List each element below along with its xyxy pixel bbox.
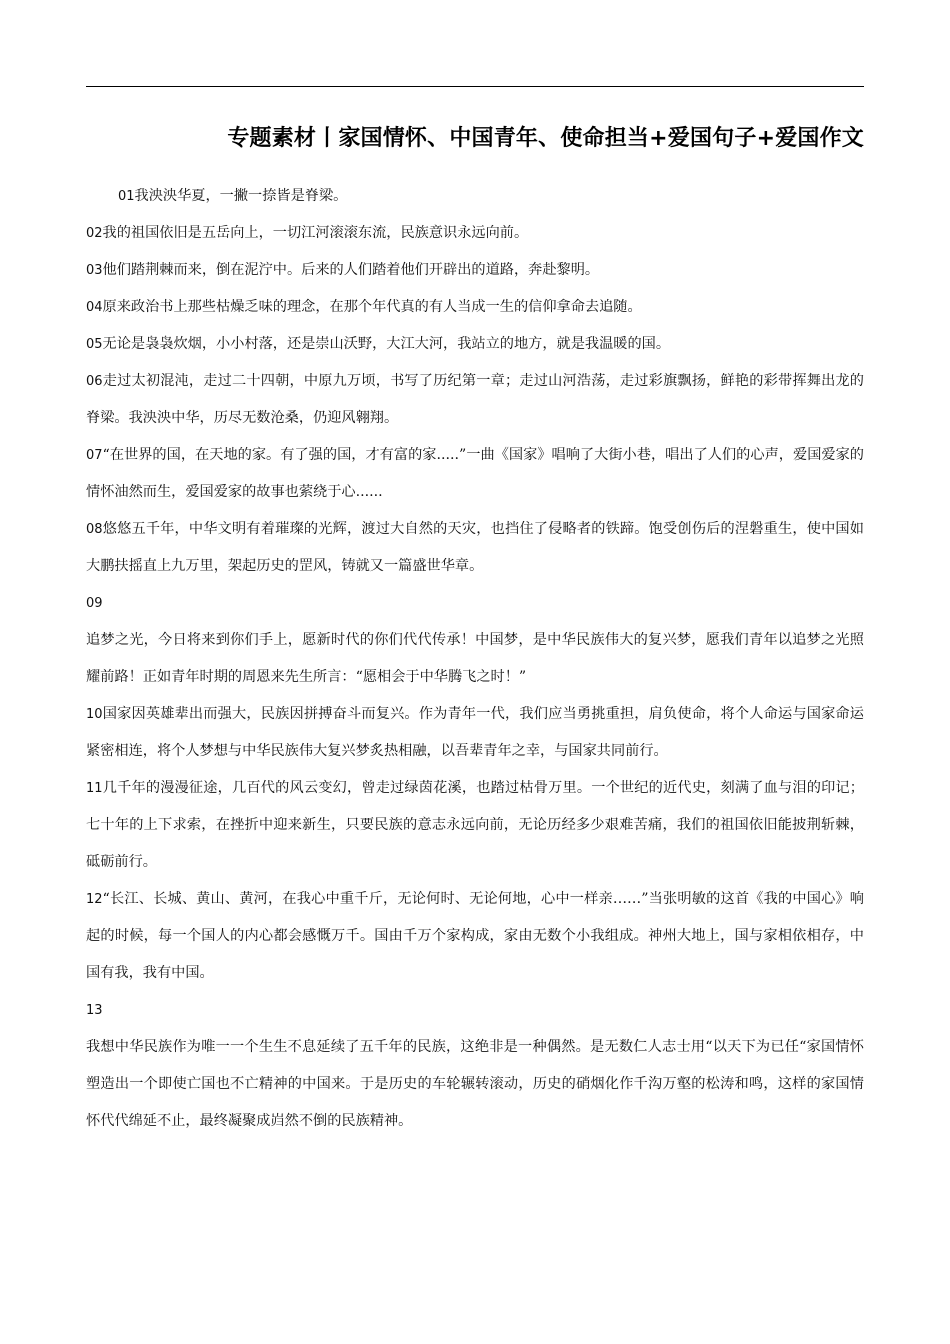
paragraph-number: 01 <box>118 189 135 204</box>
paragraph-text: “在世界的国，在天地的家。有了强的国，才有富的家.....”一曲《国家》唱响了大街小巷，唱出了人们的心声，爱国爱家的情怀油然而生，爱国爱家的故事也萦绕于心...... <box>86 447 864 500</box>
paragraph-text: 我的祖国依旧是五岳向上，一切江河滚滚东流，民族意识永远向前。 <box>102 225 529 241</box>
paragraph-07 <box>86 437 864 511</box>
paragraph-13 <box>86 1029 864 1140</box>
paragraph-10 <box>86 696 864 770</box>
header-rule <box>86 86 864 87</box>
paragraph-06 <box>86 363 864 437</box>
paragraph-number: 09 <box>86 596 103 611</box>
paragraph-number: 08 <box>86 522 103 537</box>
paragraph-text: “长江、长城、黄山、黄河，在我心中重千斤，无论何时、无论何地，心中一样亲……”当张明敏的这首《我的中国心》响起的时候，每一个国人的内心都会感慨万千。国由千万个家构成，家由无数个小我组成。神州大地上，国与家相依相存，中国有我，我有中国。 <box>86 891 864 981</box>
paragraph-text: 追梦之光，今日将来到你们手上，愿新时代的你们代代传承！中国梦，是中华民族伟大的复兴梦，愿我们青年以追梦之光照耀前路！正如青年时期的周恩来先生所言：“愿相会于中华腾飞之时！” <box>86 632 864 685</box>
document-body <box>86 178 864 1140</box>
paragraph-text: 我泱泱华夏，一撇一捺皆是脊梁。 <box>134 188 348 204</box>
paragraph-02 <box>86 215 864 252</box>
paragraph-text: 他们踏荆棘而来，倒在泥泞中。后来的人们踏着他们开辟出的道路，奔赴黎明。 <box>102 262 600 278</box>
paragraph-11 <box>86 770 864 881</box>
paragraph-03 <box>86 252 864 289</box>
paragraph-number: 13 <box>86 1003 103 1018</box>
paragraph-text: 国家因英雄辈出而强大，民族因拼搏奋斗而复兴。作为青年一代，我们应当勇挑重担，肩负使命，将个人命运与国家命运紧密相连，将个人梦想与中华民族伟大复兴梦炙热相融，以吾辈青年之幸，与国家共同前行。 <box>86 706 864 759</box>
paragraph-number: 06 <box>86 374 103 389</box>
paragraph-number: 03 <box>86 263 103 278</box>
paragraph-number: 11 <box>86 781 103 796</box>
paragraph-number: 02 <box>86 226 103 241</box>
paragraph-09 <box>86 622 864 696</box>
paragraph-05 <box>86 326 864 363</box>
paragraph-13-number <box>86 992 864 1029</box>
paragraph-text: 原来政治书上那些枯燥乏味的理念，在那个年代真的有人当成一生的信仰拿命去追随。 <box>102 299 642 315</box>
paragraph-09-number <box>86 585 864 622</box>
paragraph-text: 无论是袅袅炊烟，小小村落，还是崇山沃野，大江大河，我站立的地方，就是我温暖的国。 <box>102 336 671 352</box>
paragraph-01 <box>86 178 864 215</box>
paragraph-number: 05 <box>86 337 103 352</box>
paragraph-04 <box>86 289 864 326</box>
paragraph-text: 几千年的漫漫征途，几百代的风云变幻，曾走过绿茵花溪，也踏过枯骨万里。一个世纪的近代史，刻满了血与泪的印记；七十年的上下求索，在挫折中迎来新生，只要民族的意志永远向前，无论历经多少艰难苦痛，我们的祖国依旧能披荆斩棘，砥砺前行。 <box>86 780 864 870</box>
paragraph-number: 04 <box>86 300 103 315</box>
paragraph-12 <box>86 881 864 992</box>
paragraph-08 <box>86 511 864 585</box>
paragraph-number: 12 <box>86 892 103 907</box>
paragraph-text: 走过太初混沌，走过二十四朝，中原九万顷，书写了历纪第一章；走过山河浩荡，走过彩旗飘扬，鲜艳的彩带挥舞出龙的脊梁。我泱泱中华，历尽无数沧桑，仍迎风翱翔。 <box>86 373 864 426</box>
paragraph-text: 悠悠五千年，中华文明有着璀璨的光辉，渡过大自然的天灾，也挡住了侵略者的铁蹄。饱受创伤后的涅磐重生，使中国如大鹏扶摇直上九万里，架起历史的罡风，铸就又一篇盛世华章。 <box>86 521 864 574</box>
paragraph-number: 07 <box>86 448 103 463</box>
paragraph-number: 10 <box>86 707 103 722</box>
paragraph-text: 我想中华民族作为唯一一个生生不息延续了五千年的民族，这绝非是一种偶然。是无数仁人志士用“以天下为已任“家国情怀塑造出一个即使亡国也不亡精神的中国来。于是历史的车轮辗转滚动，历史的硝烟化作千沟万壑的松涛和鸣，这样的家国情怀代代绵延不止，最终凝聚成岿然不倒的民族精神。 <box>86 1039 864 1129</box>
document-title: 专题素材丨家国情怀、中国青年、使命担当+爱国句子+爱国作文 <box>227 126 864 151</box>
